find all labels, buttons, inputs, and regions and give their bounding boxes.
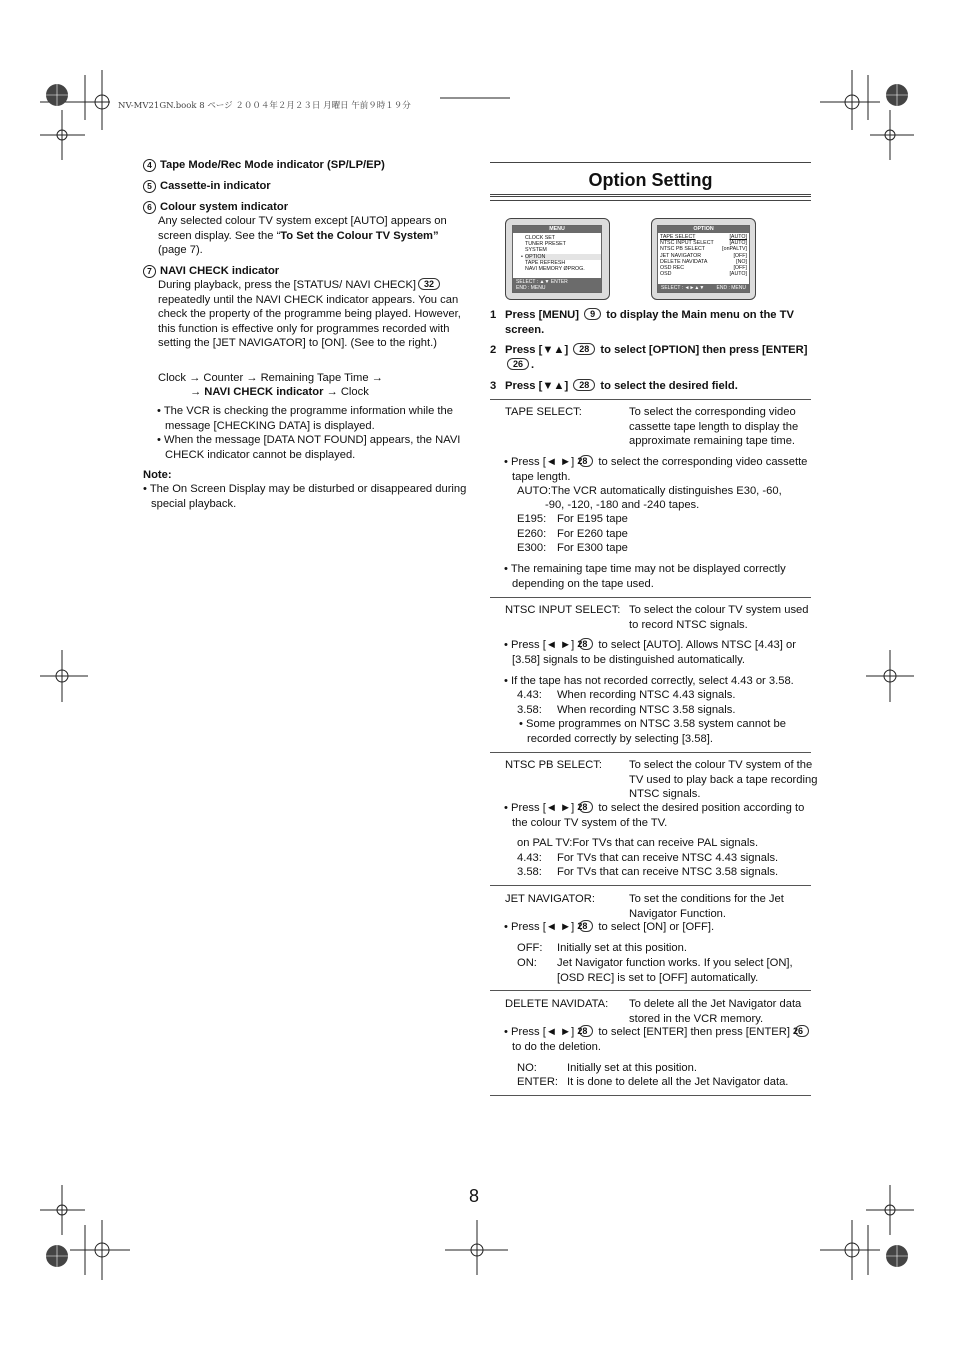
item-6 bbox=[143, 200, 288, 215]
circled-number: 4 bbox=[143, 159, 156, 172]
jet-on: ON: Jet Navigator function works. If you select [ON], [OSD REC] is set to [OFF] automatically. bbox=[517, 957, 793, 984]
delete-navidata-row: DELETE NAVIDATA: To delete all the Jet Navigator data stored in the VCR memory. bbox=[505, 998, 802, 1025]
jet-navigator-row: JET NAVIGATOR: To set the conditions for the Jet Navigator Function. bbox=[505, 893, 784, 920]
rule bbox=[490, 990, 811, 991]
button-ref: 28 bbox=[579, 801, 593, 813]
button-ref: 32 bbox=[418, 278, 440, 290]
option-screen bbox=[657, 225, 750, 293]
option-row: OSD [AUTO] bbox=[660, 271, 747, 278]
option-row: JET NAVIGATOR [OFF] bbox=[660, 252, 747, 259]
menu-item-selected: • OPTION bbox=[525, 254, 601, 260]
title-rule-top bbox=[490, 162, 811, 163]
menu-item: CLOCK SET bbox=[525, 235, 556, 241]
ntsc-input-opt: 4.43: When recording NTSC 4.43 signals. bbox=[517, 689, 736, 701]
tape-auto-2: -90, -120, -180 and -240 tapes. bbox=[545, 499, 700, 511]
menu-list bbox=[513, 233, 601, 272]
tv-option-screen bbox=[651, 218, 756, 300]
menu-header: MENU bbox=[513, 226, 601, 233]
tape-opt: E195: For E195 tape bbox=[517, 513, 628, 525]
title-rule-bottom bbox=[490, 194, 811, 201]
menu-item: TAPE REFRESH bbox=[525, 259, 566, 266]
page-number: 8 bbox=[469, 1186, 480, 1206]
menu-item: SYSTEM bbox=[525, 247, 547, 254]
flow-line-2: → NAVI CHECK indicator → Clock bbox=[190, 386, 369, 398]
item-title: Cassette-in indicator bbox=[160, 180, 271, 192]
circled-number: 5 bbox=[143, 180, 156, 193]
bullet-list bbox=[157, 404, 461, 462]
button-ref: 26 bbox=[507, 358, 529, 370]
item-title: NAVI CHECK indicator bbox=[160, 265, 280, 277]
tape-note: • The remaining tape time may not be displayed correctly depending on the tape used. bbox=[504, 563, 786, 590]
tape-select-row: TAPE SELECT: To select the corresponding video cassette tape length to display the approximate remaining tape time. bbox=[505, 406, 799, 448]
tv-menu-screen bbox=[505, 218, 610, 300]
step-3: 3 Press [▼▲] 28 to select the desired field. bbox=[490, 380, 738, 392]
rule bbox=[490, 1095, 811, 1096]
menu-item: TUNER PRESET bbox=[525, 241, 566, 248]
ntsc-input-press: • Press [◄ ►] 28 to select [AUTO]. Allows NTSC [4.43] or [3.58] signals to be distinguished automatically. bbox=[504, 639, 796, 666]
button-ref: 28 bbox=[579, 1025, 593, 1037]
delete-enter: ENTER: It is done to delete all the Jet Navigator data. bbox=[517, 1076, 789, 1088]
option-list bbox=[658, 233, 749, 277]
ntsc-pb-opt: 3.58: For TVs that can receive NTSC 3.58 signals. bbox=[517, 866, 779, 878]
button-ref: 28 bbox=[573, 343, 595, 355]
ntsc-pb-press: • Press [◄ ►] 28 to select the desired position according to the colour TV system of the TV. bbox=[504, 802, 805, 829]
option-row: DELETE NAVIDATA [NO] bbox=[660, 258, 747, 265]
step-2: 2 Press [▼▲] 28 to select [OPTION] then press [ENTER] 26 . bbox=[490, 344, 808, 371]
print-header-strip: NV-MV21GN.book 8 ページ ２００４年２月２３日 月曜日 午前９時１９分 bbox=[118, 101, 411, 111]
bullet-item: • When the message [DATA NOT FOUND] appears, the NAVI CHECK indicator cannot be displayed. bbox=[157, 434, 461, 461]
item-7-body: During playback, press the [STATUS/ NAVI CHECK] 32 repeatedly until the NAVI CHECK indicator appears. You can check the property of the programme being played. However, this function is effective only for programmes recorded with setting the [JET NAVIGATOR] to [ON]. (See to the right.) bbox=[158, 279, 461, 350]
tape-opt: E260: For E260 tape bbox=[517, 528, 628, 540]
button-ref: 28 bbox=[579, 920, 593, 932]
tape-select-press: • Press [◄ ►] 28 to select the corresponding video cassette tape length. bbox=[504, 456, 808, 483]
step-1: 1 Press [MENU] 9 to display the Main menu on the TV screen. bbox=[490, 309, 794, 336]
option-footer: SELECT : ◄►▲▼ END : MENU bbox=[658, 284, 749, 292]
rule bbox=[490, 885, 811, 886]
tape-auto: AUTO:The VCR automatically distinguishes E30, -60, bbox=[517, 485, 782, 497]
button-ref: 26 bbox=[795, 1025, 809, 1037]
ntsc-pb-opt: 4.43: For TVs that can receive NTSC 4.43 signals. bbox=[517, 852, 779, 864]
item-title: Tape Mode/Rec Mode indicator (SP/LP/EP) bbox=[160, 159, 385, 171]
item-title: Colour system indicator bbox=[160, 201, 289, 213]
section-title: Option Setting bbox=[588, 170, 713, 190]
item-5 bbox=[143, 179, 271, 194]
item-4 bbox=[143, 158, 385, 173]
option-row: NTSC INPUT SELECT [AUTO] bbox=[660, 240, 747, 247]
ntsc-input-sub: • Some programmes on NTSC 3.58 system cannot be recorded correctly by selecting [3.58]. bbox=[519, 718, 786, 745]
option-header: OPTION bbox=[658, 226, 749, 233]
ntsc-input-opt: 3.58: When recording NTSC 3.58 signals. bbox=[517, 704, 736, 716]
delete-press: • Press [◄ ►] 28 to select [ENTER] then press [ENTER] 26 to do the deletion. bbox=[504, 1025, 818, 1054]
ntsc-pb-pal: on PAL TV:For TVs that can receive PAL signals. bbox=[517, 837, 759, 849]
option-row: OSD REC [OFF] bbox=[660, 265, 747, 272]
option-row: TAPE SELECT [AUTO] bbox=[660, 234, 747, 240]
ntsc-pb-row: NTSC PB SELECT: To select the colour TV system of the TV used to play back a tape recording NTSC signals. bbox=[505, 759, 818, 801]
menu-screen bbox=[512, 225, 602, 293]
ntsc-input-row: NTSC INPUT SELECT: To select the colour TV system used to record NTSC signals. bbox=[505, 604, 809, 631]
note-text: • The On Screen Display may be disturbed or disappeared during special playback. bbox=[143, 483, 467, 510]
circled-number: 7 bbox=[143, 265, 156, 278]
item-6-body: Any selected colour TV system except [AUTO] appears on screen display. See the “To Set the Colour TV System” (page 7). bbox=[158, 215, 447, 257]
button-ref: 9 bbox=[584, 308, 601, 320]
delete-no: NO: Initially set at this position. bbox=[517, 1062, 697, 1074]
jet-off: OFF: Initially set at this position. bbox=[517, 942, 687, 954]
button-ref: 28 bbox=[579, 638, 593, 650]
ntsc-input-note: • If the tape has not recorded correctly, select 4.43 or 3.58. bbox=[504, 675, 794, 687]
item-7 bbox=[143, 264, 279, 279]
rule bbox=[490, 399, 811, 400]
rule bbox=[490, 597, 811, 598]
menu-footer: SELECT : ▲▼ ENTER END : MENU bbox=[513, 278, 601, 292]
circled-number: 6 bbox=[143, 201, 156, 214]
option-row: NTSC PB SELECT [onPALTV] bbox=[660, 246, 747, 253]
button-ref: 28 bbox=[573, 379, 595, 391]
menu-item: NAVI MEMORY ØPROG. bbox=[525, 266, 585, 273]
flow-line-1: Clock → Counter → Remaining Tape Time → bbox=[158, 372, 383, 384]
button-ref: 28 bbox=[579, 455, 593, 467]
note-title: Note: bbox=[143, 469, 172, 481]
rule bbox=[490, 752, 811, 753]
jet-press: • Press [◄ ►] 28 to select [ON] or [OFF]. bbox=[504, 921, 715, 933]
tape-opt: E300: For E300 tape bbox=[517, 542, 628, 554]
bullet-item: • The VCR is checking the programme information while the message [CHECKING DATA] is displayed. bbox=[157, 405, 453, 432]
